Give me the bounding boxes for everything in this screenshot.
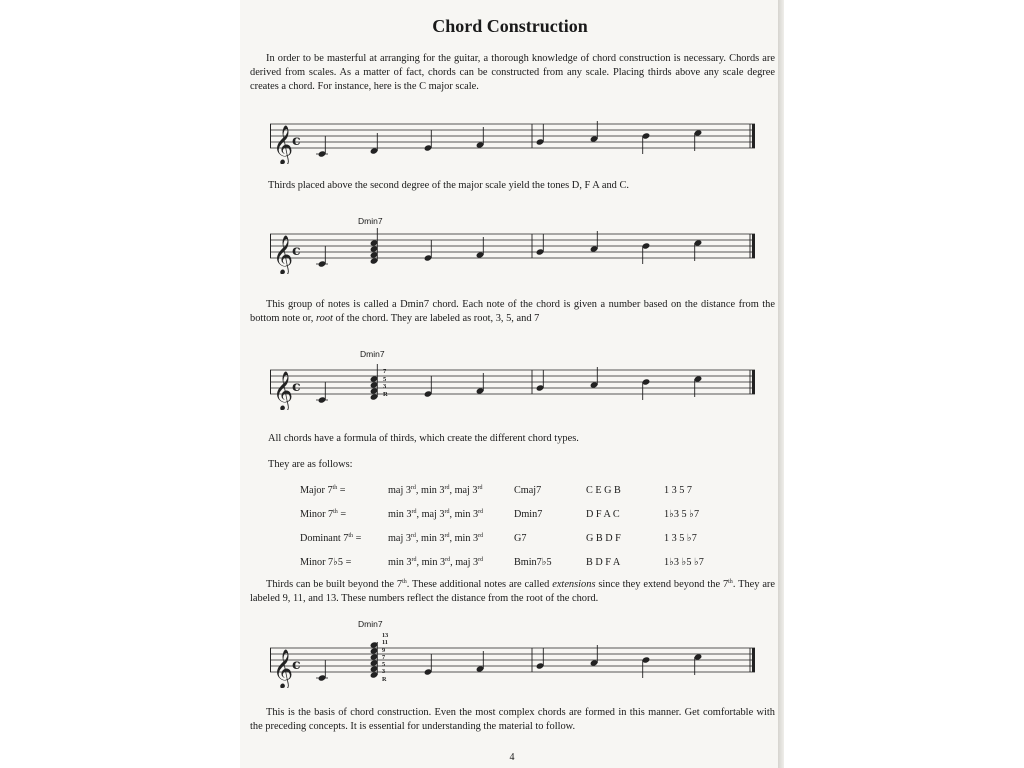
formula-row [300,478,734,502]
degree-label: 3 [382,668,386,676]
interval-sup: rd [410,532,416,539]
staff-dmin-extensions [270,642,760,688]
treble-clef-icon: 𝄞 [273,125,294,164]
chord-name-cell: Cmaj7 [514,484,542,496]
interval-sup: rd [478,532,484,539]
formula-row [300,502,734,526]
final-barline-thick [752,648,755,672]
chord-name-cell: Bmin7♭5 [514,556,552,568]
interval-sep: , [449,532,455,544]
interval: min 3 [388,508,412,520]
staff-c-major-scale [270,118,760,164]
equals-sign: = [353,532,362,544]
formula-line: All chords have a formula of thirds, which create the different chord types. [268,433,579,444]
chord-notes-cell: B D F A [586,556,621,568]
common-time-icon: c [292,133,301,149]
paper-edge [778,0,784,768]
degree-label: 7 [382,653,386,661]
chord-type-cell [300,502,388,526]
interval-sup: rd [477,484,483,491]
formula-row [300,550,734,574]
interval-sup: rd [444,508,450,515]
chord-type-cell [300,550,388,574]
interval-sup: rd [410,484,416,491]
interval-sep: , [449,508,455,520]
chord-label-dmin7: Dmin7 [358,216,383,226]
ext-sup: th [402,579,407,585]
interval: min 3 [421,484,445,496]
final-barline-thick [752,370,755,394]
chord-degrees-cell: 1♭3 ♭5 ♭7 [664,556,704,568]
intro-text: In order to be masterful at arranging for the guitar, a thorough knowledge of chord construction is necessary. Chords are derived from scales. As a matter of fact, chords can be constructed from any scale. Placing thirds above any scale degree creates a chord. For instance, here is the C major scale. [250,53,775,92]
chord-type-cell [300,478,388,502]
interval-sup: rd [444,484,450,491]
chord-type: Major 7 [300,484,333,496]
chord-formula-table [300,478,734,574]
interval: maj 3 [388,532,411,544]
interval: maj 3 [421,508,445,520]
common-time-icon: c [292,379,301,395]
interval: min 3 [388,556,412,568]
degree-label: R [382,675,387,683]
interval-sup: rd [445,556,451,563]
type-sup: th [333,508,338,515]
equals-sign: = [337,508,347,520]
chord-label-dmin7-labeled: Dmin7 [360,349,385,359]
chord-degrees-cell: 1 3 5 7 [664,484,693,496]
interval-sep: , [449,484,455,496]
degree-label: 7 [383,368,387,375]
treble-clef-icon: 𝄞 [273,235,294,274]
formula-cell [388,502,514,526]
degree-label: 11 [382,639,388,647]
interval-sup: rd [444,532,450,539]
interval: min 3 [454,508,479,520]
group-paragraph [250,298,775,326]
interval-sup: rd [478,556,484,563]
chord-type: Minor 7♭5 [300,556,344,568]
chord-name-cell: G7 [514,532,527,544]
group-text-a: This group of notes is called a Dmin7 chord. Each note of the chord is given a number based on the distance from the bottom note or, [250,299,775,324]
degree-labels-13 [382,632,388,683]
interval: maj 3 [455,556,479,568]
ext-text-a: Thirds can be built beyond the 7 [266,579,403,590]
interval-sep: , [416,508,422,520]
interval: maj 3 [454,484,478,496]
ext-text-d: . They are labeled 9, 11, and 13. These numbers reflect the distance from the root of the chord. [250,579,775,604]
degree-label: 5 [383,375,387,383]
common-time-icon: c [292,657,301,673]
degree-label: 5 [382,661,386,669]
interval-sup: rd [478,508,484,515]
interval-sep: , [450,556,456,568]
root-word: root [315,313,333,324]
equals-sign: = [337,484,346,496]
interval-sep: , [415,532,422,544]
extensions-paragraph [250,578,775,606]
interval: min 3 [454,532,479,544]
page-number: 4 [509,752,515,763]
group-text-b: of the chord. They are labeled as root, 3, 5, and 7 [332,313,540,324]
formula-cell [388,526,514,550]
chord-degrees-cell: 1♭3 5 ♭7 [664,508,700,520]
page-title: Chord Construction [432,16,588,36]
interval: min 3 [421,532,445,544]
degree-label: R [383,390,388,398]
formula-cell [388,478,514,502]
final-barline-thick [752,124,755,148]
thirds-line: Thirds placed above the second degree of the major scale yield the tones D, F A and C. [268,180,629,191]
chord-degrees-cell: 1 3 5 ♭7 [664,532,697,544]
degree-label: 13 [382,632,389,639]
chord-label-dmin13: Dmin7 [358,619,383,629]
interval: maj 3 [388,484,411,496]
interval-sup: rd [411,556,417,563]
ext-text-b: . These additional notes are called [406,579,553,590]
degree-labels-7 [383,368,388,398]
chord-type: Minor 7 [300,508,334,520]
staff-dmin7 [270,228,760,274]
chord-notes-cell: G B D F [586,532,621,544]
treble-clef-icon: 𝄞 [273,371,294,410]
chord-name-cell: Dmin7 [514,508,543,520]
interval-sup: rd [411,508,417,515]
closing-paragraph [250,706,775,734]
formula-cell [388,550,514,574]
interval-sep: , [416,556,422,568]
chord-type: Dominant 7 [300,532,349,544]
equals-sign: = [343,556,352,568]
interval-sep: , [415,484,422,496]
ext-sup: th [728,579,733,585]
closing-text: This is the basis of chord construction. Even the most complex chords are formed in this manner. Get comfortable with the preceding concepts. It is essential for understanding the material to follow. [250,707,775,732]
ext-text-c: since they extend beyond the 7 [595,579,729,590]
interval: min 3 [421,556,446,568]
type-sup: th [348,532,354,539]
treble-clef-icon: 𝄞 [273,649,294,688]
extensions-word: extensions [552,579,596,590]
staff-dmin7-labeled [270,364,760,410]
chord-notes-cell: D F A C [586,508,620,520]
intro-paragraph [250,52,775,94]
follows-line: They are as follows: [268,459,353,470]
degree-label: 3 [383,383,387,390]
type-sup: th [332,484,338,491]
chord-notes-cell: C E G B [586,484,621,496]
degree-label: 9 [382,646,386,654]
formula-row [300,526,734,550]
final-barline-thick [752,234,755,258]
common-time-icon: c [292,243,301,259]
chord-type-cell [300,526,388,550]
